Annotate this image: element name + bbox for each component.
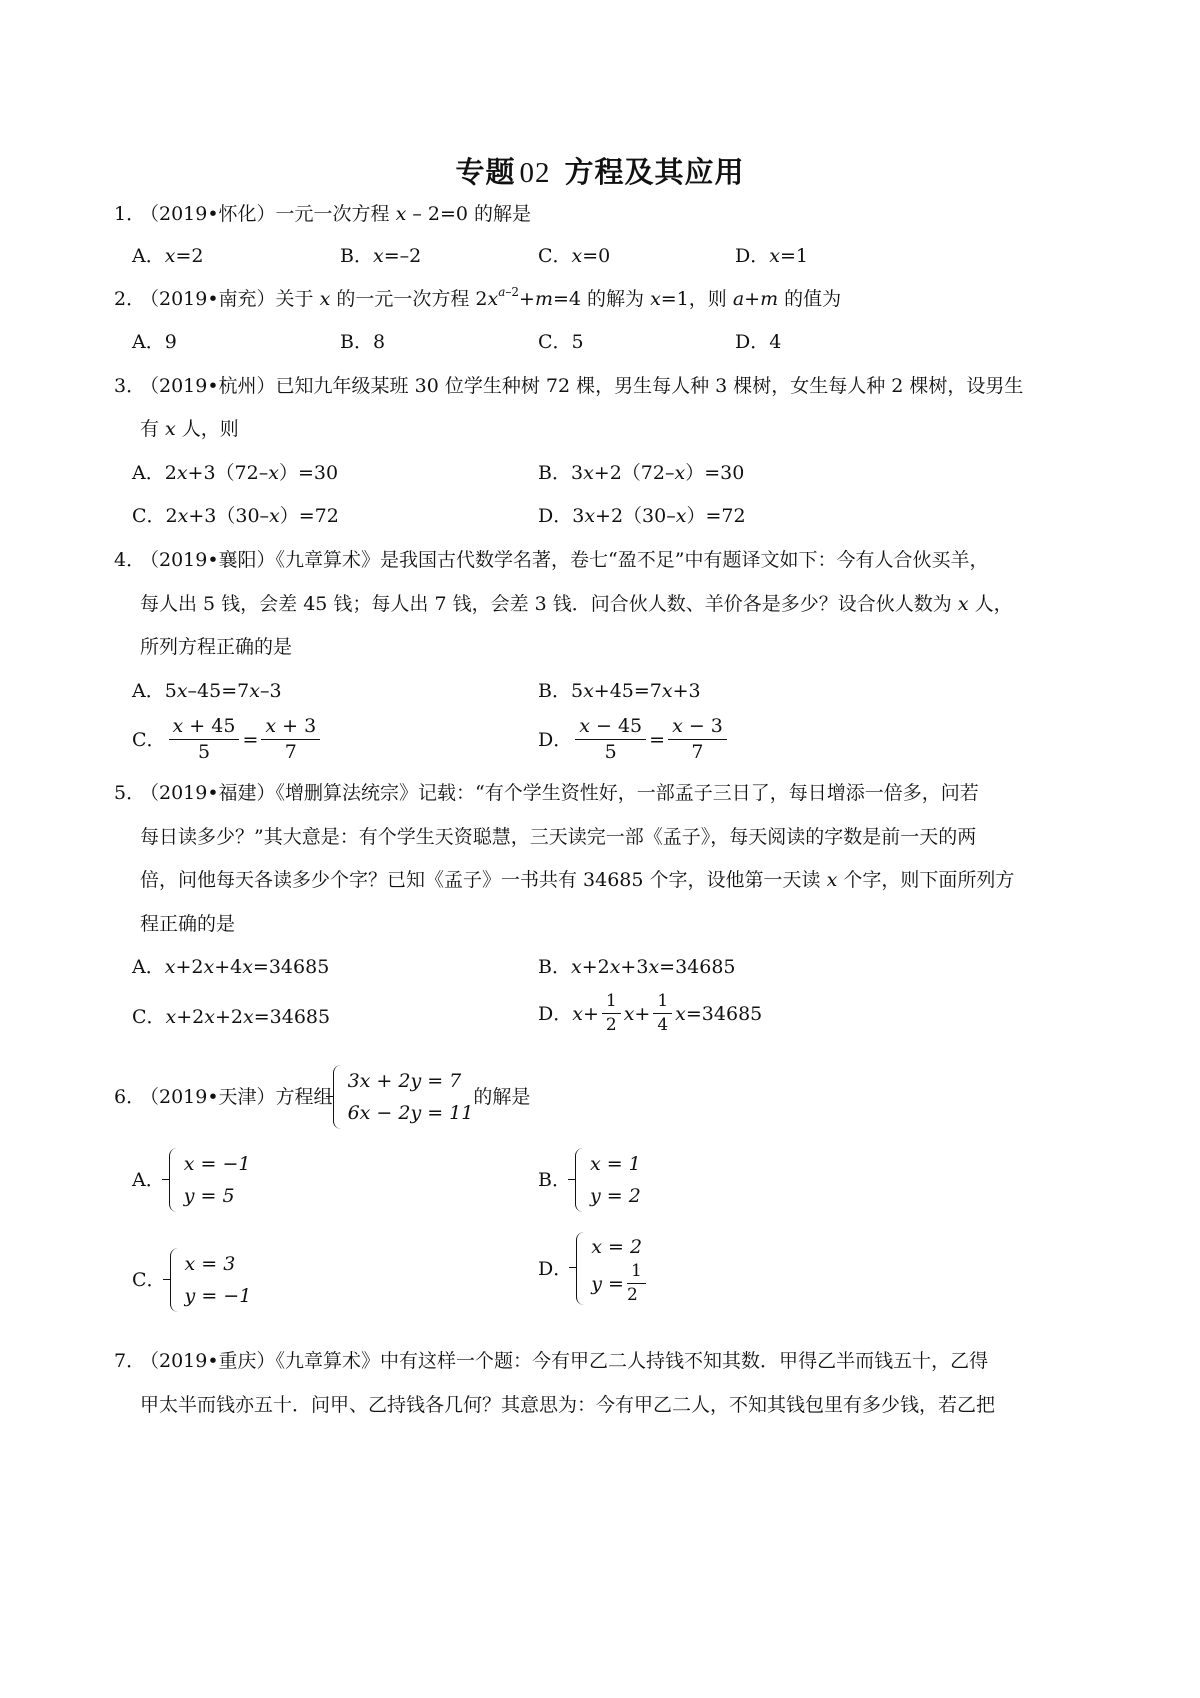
question-number: 5． <box>114 782 146 804</box>
left-brace <box>169 1148 180 1212</box>
equation: x = −1 <box>183 1153 251 1175</box>
math-var: x <box>177 505 189 527</box>
option-label: C． <box>132 728 166 751</box>
question-text: 倍，问他每天各读多少个字？已知《孟子》一书共有 34685 个字，设他第一天读 <box>140 869 827 891</box>
numerator: + 45 <box>183 715 236 737</box>
option-text: +2 <box>581 956 610 978</box>
question-text: 每人出 5 钱，会差 45 钱；每人出 7 钱，会差 3 钱．问合伙人数、羊价各是多少？设合伙人数为 <box>140 593 958 615</box>
option-text: =34685 <box>685 1002 763 1025</box>
question-6 <box>114 1065 530 1129</box>
option-text: +2（72– <box>593 462 675 484</box>
q6-option-d[interactable] <box>538 1232 649 1305</box>
math-var: x <box>661 680 673 702</box>
question-text: （2019•天津）方程组 <box>140 1086 333 1108</box>
option-label: D． <box>538 505 573 527</box>
question-1 <box>114 199 531 229</box>
q3-option-c[interactable] <box>132 501 339 531</box>
option-text: +2 <box>175 956 204 978</box>
math-var: x <box>957 593 969 615</box>
q2-option-b[interactable] <box>340 327 385 357</box>
equation: y = 5 <box>183 1185 235 1207</box>
option-label: A． <box>132 1169 165 1191</box>
math-var: x <box>165 1006 177 1028</box>
equation: x = 1 <box>589 1153 641 1175</box>
option-label: D． <box>735 245 770 267</box>
question-text: 人，则 <box>175 418 239 440</box>
option-text: +3 <box>672 680 701 702</box>
math-var: x <box>570 956 582 978</box>
option-text: 8 <box>372 331 386 353</box>
equation: 6x − 2y = 11 <box>347 1102 474 1124</box>
math-var: x <box>165 418 176 440</box>
q2-option-d[interactable] <box>735 327 781 357</box>
math-var: x <box>164 245 176 267</box>
option-label: B． <box>538 1169 571 1191</box>
option-label: D． <box>538 1257 573 1280</box>
option-text: =34685 <box>253 1006 331 1028</box>
option-text: +3（30– <box>188 505 270 527</box>
numerator: 1 <box>653 992 672 1014</box>
math-var: x <box>243 1006 254 1028</box>
question-text: + <box>744 288 761 310</box>
question-3-cont <box>140 414 239 444</box>
question-number: 3． <box>114 375 146 397</box>
title-main: 专题 <box>455 155 516 189</box>
numerator: 1 <box>627 1262 646 1284</box>
q4-option-a[interactable] <box>132 676 282 706</box>
equation: x = 3 <box>184 1253 236 1275</box>
q5-option-c[interactable] <box>132 1002 330 1032</box>
numerator: − 3 <box>682 715 723 737</box>
equation-system <box>333 1065 474 1129</box>
math-var: x <box>265 715 277 737</box>
question-number: 7． <box>114 1350 146 1372</box>
option-label: B． <box>340 331 373 353</box>
q1-option-d[interactable] <box>735 241 808 271</box>
math-var: x <box>268 462 279 484</box>
option-label: C． <box>132 1269 166 1291</box>
option-label: D． <box>538 1002 573 1025</box>
math-var: x <box>674 462 686 484</box>
question-text: 的值为 <box>778 288 842 310</box>
option-text: –3 <box>259 680 282 702</box>
option-text: +2 <box>176 1006 205 1028</box>
title-rest: 方程及其应用 <box>564 155 745 189</box>
math-var: x <box>675 1002 686 1025</box>
fraction <box>169 716 240 764</box>
option-text: 5 <box>164 680 177 702</box>
option-label: D． <box>538 728 573 751</box>
q2-option-a[interactable] <box>132 327 177 357</box>
equation-text: y = <box>591 1272 624 1295</box>
math-var: x <box>609 956 621 978</box>
equation: y = 2 <box>589 1185 641 1207</box>
math-var: x <box>372 245 384 267</box>
option-text: 9 <box>164 331 177 353</box>
option-label: A． <box>132 956 165 978</box>
option-text: +2 <box>215 1006 244 1028</box>
option-text: ）=72 <box>279 505 339 527</box>
question-text: （2019•福建）《增删算法统宗》记载：“有个学生资性好，一部孟子三日了，每日增添一倍多，问若 <box>140 782 979 804</box>
math-var: x <box>769 245 780 267</box>
math-var: a <box>498 285 506 299</box>
option-text: ）=30 <box>278 462 339 484</box>
q1-option-a[interactable] <box>132 241 203 271</box>
equation: y = −1 <box>184 1285 252 1307</box>
q5-option-b[interactable] <box>538 952 736 982</box>
denominator: 7 <box>284 740 297 763</box>
equation-system <box>575 1148 641 1212</box>
q2-option-c[interactable] <box>538 327 584 357</box>
question-text: =4 的解为 <box>552 288 651 310</box>
option-label: B． <box>538 680 571 702</box>
math-var: x <box>648 956 660 978</box>
fraction <box>261 716 320 764</box>
q6-option-c[interactable] <box>132 1248 251 1312</box>
question-number: 6． <box>114 1086 146 1108</box>
option-text: =–2 <box>383 245 422 267</box>
math-var: x <box>242 956 253 978</box>
q3-option-b[interactable] <box>538 458 744 488</box>
option-label: C． <box>132 1006 166 1028</box>
numerator: 1 <box>602 992 621 1014</box>
question-4-cont <box>140 589 1013 619</box>
question-4 <box>114 545 989 575</box>
option-text: + <box>582 1002 599 1025</box>
equals-sign: = <box>649 728 666 751</box>
math-var: x <box>319 288 331 310</box>
numerator: − 45 <box>589 715 643 737</box>
option-text: =34685 <box>252 956 330 978</box>
option-text: 4 <box>769 331 782 353</box>
math-var: x <box>176 680 188 702</box>
page-title <box>0 150 1200 191</box>
question-text: （2019•怀化）一元一次方程 <box>140 203 396 225</box>
question-number: 4． <box>114 549 146 571</box>
math-var: x <box>583 680 594 702</box>
option-label: C． <box>538 331 572 353</box>
denominator: 2 <box>626 1284 638 1305</box>
q4-option-b[interactable] <box>538 676 701 706</box>
q5-option-a[interactable] <box>132 952 329 982</box>
question-text: – 2=0 的解是 <box>406 203 532 225</box>
option-label: B． <box>538 462 571 484</box>
option-text: 5 <box>570 680 584 702</box>
option-text: +4 <box>214 956 243 978</box>
math-var: x <box>176 462 188 484</box>
question-text: 甲太半而钱亦五十．问甲、乙持钱各几何？其意思为：今有甲乙二人，不知其钱包里有多少钱，若乙把 <box>140 1394 996 1416</box>
option-text: +3 <box>620 956 649 978</box>
option-label: A． <box>132 331 165 353</box>
math-var: x <box>249 680 260 702</box>
left-brace <box>575 1148 586 1212</box>
option-text: + <box>634 1002 651 1025</box>
math-var: m <box>534 288 553 310</box>
equation-system <box>170 1248 252 1312</box>
denominator: 7 <box>691 740 704 763</box>
question-number: 1． <box>114 203 146 225</box>
q4-option-c[interactable] <box>132 716 323 764</box>
question-text: （2019•杭州）已知九年级某班 30 位学生种树 72 棵，男生每人种 3 棵树，女生每人种 2 棵树，设男生 <box>140 375 1024 397</box>
question-5 <box>114 778 979 808</box>
question-text: 程正确的是 <box>140 913 236 935</box>
math-var: x <box>204 1006 215 1028</box>
option-text: 2 <box>165 505 178 527</box>
option-label: C． <box>538 245 572 267</box>
option-text: 2 <box>164 462 177 484</box>
option-text: =2 <box>175 245 204 267</box>
math-var: x <box>572 1002 583 1025</box>
question-text: （2019•襄阳）《九章算术》是我国古代数学名著，卷七“盈不足”中有题译文如下：今有人合伙买羊， <box>140 549 989 571</box>
math-var: x <box>203 956 215 978</box>
q1-option-b[interactable] <box>340 241 421 271</box>
q3-option-d[interactable] <box>538 501 746 531</box>
math-var: x <box>172 715 184 737</box>
equation-system <box>169 1148 251 1212</box>
question-text: 的解是 <box>473 1086 531 1108</box>
math-var: m <box>760 288 779 310</box>
math-var: x <box>395 203 407 225</box>
option-text: =0 <box>582 245 611 267</box>
left-brace <box>333 1065 344 1129</box>
option-text: –45=7 <box>187 680 250 702</box>
math-var: x <box>826 869 838 891</box>
question-text: 人， <box>968 593 1013 615</box>
option-text: +45=7 <box>593 680 662 702</box>
option-label: D． <box>735 331 770 353</box>
question-2 <box>114 284 841 314</box>
left-brace <box>170 1248 181 1312</box>
question-5-cont <box>140 822 976 852</box>
equation: 3x + 2y = 7 <box>347 1070 462 1092</box>
math-var: x <box>584 505 596 527</box>
question-7-cont <box>140 1390 995 1420</box>
question-text: （2019•重庆）《九章算术》中有这样一个题：今有甲乙二人持钱不知其数．甲得乙半而钱五十，乙得 <box>140 1350 989 1372</box>
math-var: x <box>571 245 583 267</box>
fraction <box>602 992 621 1035</box>
question-text: （2019•南充）关于 <box>140 288 320 310</box>
option-text: ）=30 <box>685 462 745 484</box>
question-4-cont2 <box>140 632 292 662</box>
option-text: +2（30– <box>595 505 676 527</box>
option-label: A． <box>132 245 165 267</box>
question-7 <box>114 1346 988 1376</box>
option-label: B． <box>340 245 373 267</box>
option-label: A． <box>132 680 165 702</box>
title-number: 02 <box>519 157 551 189</box>
denominator: 2 <box>605 1014 617 1035</box>
q6-option-a[interactable] <box>132 1148 250 1212</box>
math-var: x <box>623 1002 635 1025</box>
q1-option-c[interactable] <box>538 241 610 271</box>
option-text: ）=72 <box>686 505 746 527</box>
option-text: 5 <box>571 331 584 353</box>
denominator: 4 <box>657 1014 669 1035</box>
math-var: x <box>487 288 499 310</box>
question-5-cont2 <box>140 865 1014 895</box>
numerator: + 3 <box>276 715 317 737</box>
option-text: 3 <box>572 505 585 527</box>
math-var: x <box>675 505 687 527</box>
math-var: x <box>583 462 594 484</box>
fraction <box>627 1262 646 1305</box>
q5-option-d[interactable] <box>538 992 762 1035</box>
math-var: x <box>650 288 661 310</box>
exponent-text: –2 <box>505 285 520 299</box>
option-text: =34685 <box>659 956 736 978</box>
option-label: C． <box>132 505 166 527</box>
question-5-cont3 <box>140 909 235 939</box>
equation <box>591 1262 649 1305</box>
fraction <box>668 716 727 764</box>
fraction <box>575 716 646 764</box>
denominator: 5 <box>604 740 617 763</box>
equation: x = 2 <box>591 1236 643 1258</box>
question-text: 有 <box>140 418 166 440</box>
q4-option-d[interactable] <box>538 716 730 764</box>
question-3 <box>114 371 1023 401</box>
math-var: x <box>579 715 590 737</box>
math-var: x <box>672 715 683 737</box>
option-label: B． <box>538 956 571 978</box>
option-label: A． <box>132 462 165 484</box>
question-text: =1，则 <box>660 288 733 310</box>
option-text: +3（72– <box>187 462 269 484</box>
equation-system <box>576 1232 649 1305</box>
exponent <box>498 285 519 299</box>
option-text: =1 <box>779 245 808 267</box>
question-text: 的一元一次方程 2 <box>330 288 488 310</box>
q6-option-b[interactable] <box>538 1148 641 1212</box>
question-text: 每日读多少？”其大意是：有个学生天资聪慧，三天读完一部《孟子》，每天阅读的字数是前一天的两 <box>140 826 977 848</box>
fraction <box>653 992 672 1035</box>
question-number: 2． <box>114 288 146 310</box>
question-text: 所列方程正确的是 <box>140 636 293 658</box>
left-brace <box>576 1232 587 1305</box>
math-var: x <box>164 956 176 978</box>
option-text: 3 <box>570 462 584 484</box>
equals-sign: = <box>242 728 259 751</box>
question-text: + <box>519 288 535 310</box>
math-var: x <box>269 505 280 527</box>
math-var: a <box>732 288 745 310</box>
question-text: 个字，则下面所列方 <box>837 869 1015 891</box>
q3-option-a[interactable] <box>132 458 338 488</box>
denominator: 5 <box>197 740 211 763</box>
